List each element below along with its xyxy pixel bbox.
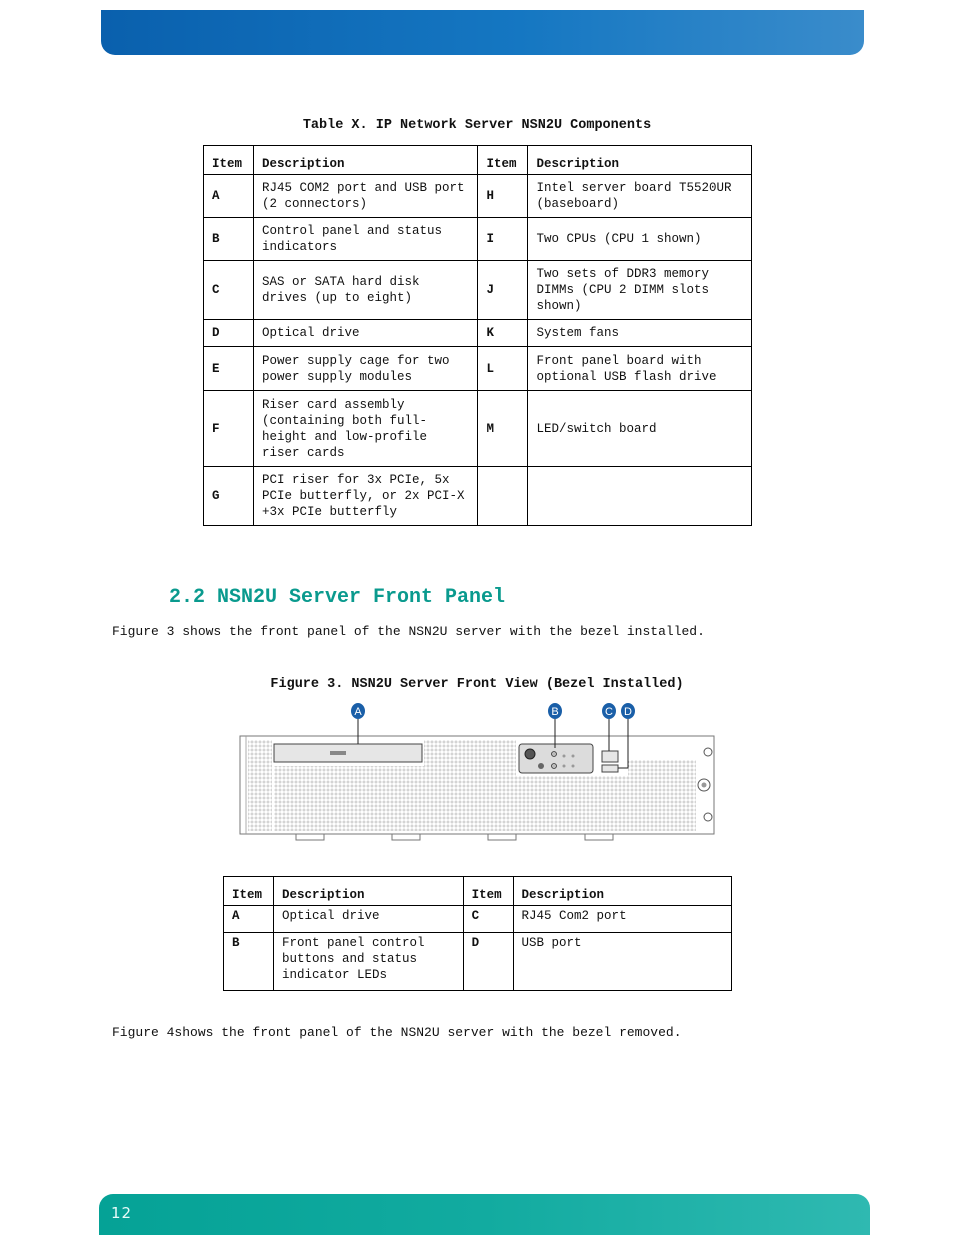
table-row: [204, 218, 752, 261]
callout-b: [548, 703, 562, 719]
item-letter: B: [204, 218, 254, 261]
column-header-item: Item: [204, 146, 254, 175]
item-description: Front panel board with optional USB flash drive: [528, 347, 752, 391]
table-row: [204, 320, 752, 347]
lower-right-vent: [516, 776, 696, 831]
column-header-description: Description: [513, 877, 731, 906]
item-letter: A: [204, 175, 254, 218]
item-letter: M: [478, 391, 528, 467]
item-letter: K: [478, 320, 528, 347]
column-header-item: Item: [478, 146, 528, 175]
item-description: PCI riser for 3x PCIe, 5x PCIe butterfly, or 2x PCI-X +3x PCIe butterfly: [253, 467, 478, 526]
item-description: USB port: [513, 933, 731, 991]
closing-paragraph: Figure 4shows the front panel of the NSN2U server with the bezel removed.: [112, 1025, 682, 1040]
item-letter: D: [204, 320, 254, 347]
components-table: [203, 145, 752, 526]
center-vent: [424, 740, 516, 831]
item-letter: [478, 467, 528, 526]
svg-text:B: B: [551, 706, 559, 718]
svg-text:C: C: [605, 706, 613, 718]
item-letter: L: [478, 347, 528, 391]
header-bar: [101, 10, 864, 55]
item-description: Front panel control buttons and status indicator LEDs: [273, 933, 463, 991]
column-header-description: Description: [528, 146, 752, 175]
item-letter: B: [224, 933, 274, 991]
server-front-view-figure: [238, 700, 718, 845]
item-letter: C: [463, 906, 513, 933]
optical-drive-bay: [274, 744, 422, 762]
usb-port: [602, 765, 618, 772]
item-description: RJ45 Com2 port: [513, 906, 731, 933]
callout-a: [351, 703, 365, 719]
item-description: Intel server board T5520UR (baseboard): [528, 175, 752, 218]
item-description: LED/switch board: [528, 391, 752, 467]
item-description: Two sets of DDR3 memory DIMMs (CPU 2 DIMM slots shown): [528, 261, 752, 320]
item-description: Optical drive: [253, 320, 478, 347]
lower-left-vent: [274, 766, 424, 831]
item-description: System fans: [528, 320, 752, 347]
table-row: [204, 467, 752, 526]
column-header-description: Description: [253, 146, 478, 175]
item-description: Optical drive: [273, 906, 463, 933]
item-description: SAS or SATA hard disk drives (up to eight): [253, 261, 478, 320]
figure-caption: Figure 3. NSN2U Server Front View (Bezel Installed): [270, 677, 684, 692]
item-description: [528, 467, 752, 526]
item-description: Control panel and status indicators: [253, 218, 478, 261]
column-header-item: Item: [463, 877, 513, 906]
footer-bar: [99, 1194, 870, 1235]
item-description: Power supply cage for two power supply modules: [253, 347, 478, 391]
item-description: Riser card assembly (containing both full-height and low-profile riser cards: [253, 391, 478, 467]
table-caption: Table X. IP Network Server NSN2U Components: [302, 118, 652, 133]
column-header-item: Item: [224, 877, 274, 906]
callout-d: [621, 703, 635, 719]
table-row: [204, 261, 752, 320]
item-letter: I: [478, 218, 528, 261]
item-letter: H: [478, 175, 528, 218]
item-letter: E: [204, 347, 254, 391]
left-vent: [248, 740, 272, 831]
item-letter: D: [463, 933, 513, 991]
item-letter: C: [204, 261, 254, 320]
svg-text:A: A: [354, 706, 362, 718]
front-panel-table: [223, 876, 732, 991]
callout-c: [602, 703, 616, 719]
table-row: [204, 347, 752, 391]
item-letter: J: [478, 261, 528, 320]
item-letter: A: [224, 906, 274, 933]
table-row: [224, 933, 732, 991]
intro-paragraph: Figure 3 shows the front panel of the NSN2U server with the bezel installed.: [112, 624, 705, 639]
item-description: RJ45 COM2 port and USB port (2 connectors): [253, 175, 478, 218]
table-header-row: [204, 146, 752, 175]
table-row: [224, 906, 732, 933]
section-heading: 2.2 NSN2U Server Front Panel: [169, 586, 506, 609]
item-description: Two CPUs (CPU 1 shown): [528, 218, 752, 261]
rj45-port: [602, 751, 618, 762]
page-number: 12: [111, 1204, 133, 1222]
item-letter: F: [204, 391, 254, 467]
svg-text:D: D: [624, 706, 632, 718]
item-letter: G: [204, 467, 254, 526]
table-row: [204, 175, 752, 218]
table-header-row: [224, 877, 732, 906]
table-row: [204, 391, 752, 467]
column-header-description: Description: [273, 877, 463, 906]
